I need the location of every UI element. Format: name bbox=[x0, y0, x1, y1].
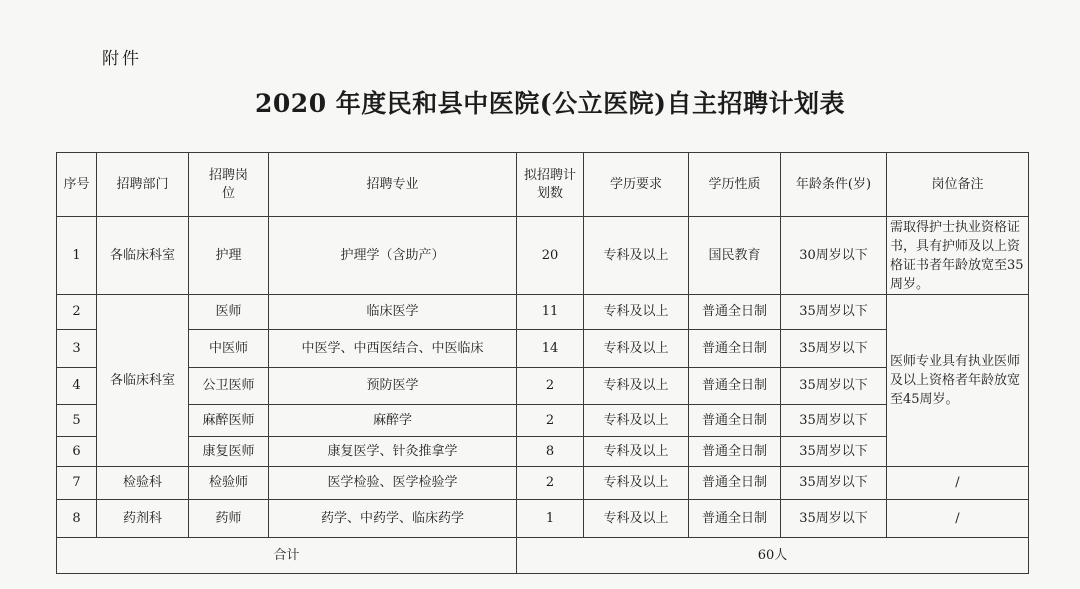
cell-edu: 专科及以上 bbox=[584, 295, 689, 330]
cell-edu: 专科及以上 bbox=[584, 368, 689, 405]
header-edu: 学历要求 bbox=[584, 153, 689, 217]
cell-post: 公卫医师 bbox=[189, 368, 269, 405]
cell-count: 8 bbox=[517, 437, 584, 467]
cell-seq: 3 bbox=[57, 330, 97, 368]
cell-dept-group: 各临床科室 bbox=[97, 295, 189, 467]
cell-dept: 各临床科室 bbox=[97, 217, 189, 295]
cell-edu: 专科及以上 bbox=[584, 500, 689, 538]
cell-count: 20 bbox=[517, 217, 584, 295]
cell-post: 麻醉医师 bbox=[189, 405, 269, 437]
cell-post: 护理 bbox=[189, 217, 269, 295]
table-row bbox=[57, 330, 1029, 368]
cell-edu: 专科及以上 bbox=[584, 467, 689, 500]
table-header-row bbox=[57, 153, 1029, 217]
cell-post: 康复医师 bbox=[189, 437, 269, 467]
cell-count: 11 bbox=[517, 295, 584, 330]
header-dept: 招聘部门 bbox=[97, 153, 189, 217]
cell-remark: / bbox=[887, 467, 1029, 500]
table-row bbox=[57, 295, 1029, 330]
cell-count: 1 bbox=[517, 500, 584, 538]
page-title: 2020 年度民和县中医院(公立医院)自主招聘计划表 bbox=[255, 89, 845, 118]
header-major: 招聘专业 bbox=[269, 153, 517, 217]
total-label: 合计 bbox=[57, 538, 517, 574]
cell-age: 35周岁以下 bbox=[781, 437, 887, 467]
cell-edu-type: 普通全日制 bbox=[689, 437, 781, 467]
header-post: 招聘岗位 bbox=[189, 153, 269, 217]
cell-remark: 需取得护士执业资格证书，具有护师及以上资格证书者年龄放宽至35周岁。 bbox=[887, 217, 1029, 295]
header-edu-type: 学历性质 bbox=[689, 153, 781, 217]
cell-post: 检验师 bbox=[189, 467, 269, 500]
table-total-row bbox=[57, 538, 1029, 574]
header-age: 年龄条件(岁) bbox=[781, 153, 887, 217]
cell-age: 35周岁以下 bbox=[781, 467, 887, 500]
table-row bbox=[57, 217, 1029, 295]
cell-major: 药学、中药学、临床药学 bbox=[269, 500, 517, 538]
cell-post: 中医师 bbox=[189, 330, 269, 368]
header-count: 拟招聘计划数 bbox=[517, 153, 584, 217]
cell-edu: 专科及以上 bbox=[584, 330, 689, 368]
header-remark: 岗位备注 bbox=[887, 153, 1029, 217]
cell-count: 2 bbox=[517, 467, 584, 500]
cell-seq: 5 bbox=[57, 405, 97, 437]
table-row bbox=[57, 437, 1029, 467]
cell-age: 35周岁以下 bbox=[781, 330, 887, 368]
cell-count: 14 bbox=[517, 330, 584, 368]
cell-seq: 7 bbox=[57, 467, 97, 500]
cell-major: 预防医学 bbox=[269, 368, 517, 405]
cell-edu-type: 普通全日制 bbox=[689, 467, 781, 500]
table-row bbox=[57, 467, 1029, 500]
cell-remark: / bbox=[887, 500, 1029, 538]
cell-seq: 1 bbox=[57, 217, 97, 295]
cell-age: 35周岁以下 bbox=[781, 368, 887, 405]
cell-major: 中医学、中西医结合、中医临床 bbox=[269, 330, 517, 368]
cell-edu: 专科及以上 bbox=[584, 405, 689, 437]
cell-edu-type: 普通全日制 bbox=[689, 330, 781, 368]
cell-edu-type: 普通全日制 bbox=[689, 405, 781, 437]
cell-seq: 6 bbox=[57, 437, 97, 467]
cell-seq: 2 bbox=[57, 295, 97, 330]
cell-major: 麻醉学 bbox=[269, 405, 517, 437]
cell-count: 2 bbox=[517, 368, 584, 405]
cell-remark-group: 医师专业具有执业医师及以上资格者年龄放宽至45周岁。 bbox=[887, 295, 1029, 467]
cell-post: 药师 bbox=[189, 500, 269, 538]
cell-age: 35周岁以下 bbox=[781, 405, 887, 437]
cell-count: 2 bbox=[517, 405, 584, 437]
cell-seq: 4 bbox=[57, 368, 97, 405]
cell-major: 护理学（含助产） bbox=[269, 217, 517, 295]
cell-edu: 专科及以上 bbox=[584, 217, 689, 295]
table-row bbox=[57, 368, 1029, 405]
cell-age: 30周岁以下 bbox=[781, 217, 887, 295]
cell-major: 康复医学、针灸推拿学 bbox=[269, 437, 517, 467]
recruitment-plan-table bbox=[56, 152, 1029, 574]
cell-major: 医学检验、医学检验学 bbox=[269, 467, 517, 500]
cell-major: 临床医学 bbox=[269, 295, 517, 330]
cell-edu-type: 普通全日制 bbox=[689, 368, 781, 405]
header-seq: 序号 bbox=[57, 153, 97, 217]
table-row bbox=[57, 405, 1029, 437]
cell-seq: 8 bbox=[57, 500, 97, 538]
cell-edu-type: 国民教育 bbox=[689, 217, 781, 295]
cell-age: 35周岁以下 bbox=[781, 500, 887, 538]
cell-dept: 检验科 bbox=[97, 467, 189, 500]
cell-edu: 专科及以上 bbox=[584, 437, 689, 467]
table-row bbox=[57, 500, 1029, 538]
cell-post: 医师 bbox=[189, 295, 269, 330]
cell-edu-type: 普通全日制 bbox=[689, 500, 781, 538]
attachment-label: 附件 bbox=[102, 49, 142, 69]
cell-dept: 药剂科 bbox=[97, 500, 189, 538]
cell-age: 35周岁以下 bbox=[781, 295, 887, 330]
cell-edu-type: 普通全日制 bbox=[689, 295, 781, 330]
total-value: 60人 bbox=[517, 538, 1029, 574]
